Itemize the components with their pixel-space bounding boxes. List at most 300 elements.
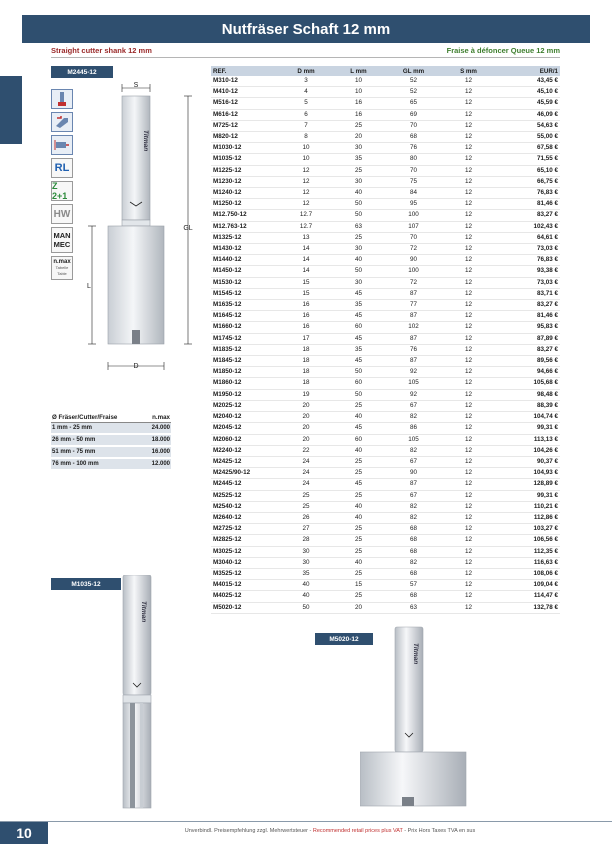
table-row [211,512,560,523]
cell-l: 60 [331,378,386,389]
table-row [211,501,560,512]
cell-l: 35 [331,300,386,311]
cell-l: 20 [331,602,386,613]
table-row [211,154,560,165]
cell-s: 12 [441,568,496,579]
cell-gl: 107 [386,221,441,232]
table-row [211,580,560,591]
cell-d: 17 [281,333,331,344]
cell-gl: 68 [386,132,441,143]
cell-ref: M1450-12 [211,266,281,277]
cell-l: 25 [331,120,386,131]
cell-price: 110,21 € [496,501,560,512]
cell-l: 50 [331,266,386,277]
property-icons [51,89,73,283]
cell-s: 12 [441,132,496,143]
table-row [211,244,560,255]
cell-d: 19 [281,389,331,400]
cell-s: 12 [441,490,496,501]
cell-ref: M2525-12 [211,490,281,501]
cell-l: 25 [331,400,386,411]
cell-price: 116,63 € [496,557,560,568]
cell-s: 12 [441,423,496,434]
cell-gl: 82 [386,412,441,423]
cell-gl: 67 [386,400,441,411]
speed-cell-nmax: 12.000 [143,458,171,470]
cell-l: 45 [331,479,386,490]
header-divider [51,57,560,58]
table-row [211,109,560,120]
table-row [211,423,560,434]
cell-d: 8 [281,132,331,143]
cell-l: 45 [331,288,386,299]
cell-s: 12 [441,367,496,378]
drawing-label: M2445-12 [51,66,113,78]
dim-gl-label: GL [183,225,193,232]
cell-gl: 52 [386,87,441,98]
table-row [211,98,560,109]
cell-price: 83,27 € [496,344,560,355]
cell-gl: 87 [386,479,441,490]
cell-price: 103,27 € [496,524,560,535]
cell-l: 16 [331,98,386,109]
cell-d: 30 [281,546,331,557]
table-row [211,120,560,131]
table-row [211,468,560,479]
cell-ref: M2425/90-12 [211,468,281,479]
table-row [211,490,560,501]
table-row [211,143,560,154]
cell-price: 45,10 € [496,87,560,98]
cell-ref: M1230-12 [211,176,281,187]
cell-price: 132,78 € [496,602,560,613]
table-row [211,400,560,411]
cell-ref: M4025-12 [211,591,281,602]
cell-gl: 76 [386,344,441,355]
cell-gl: 75 [386,176,441,187]
cell-ref: M1250-12 [211,199,281,210]
cell-d: 26 [281,512,331,523]
table-row [211,356,560,367]
cell-price: 71,55 € [496,154,560,165]
cell-ref: M1430-12 [211,244,281,255]
cell-gl: 82 [386,445,441,456]
subtitle-english: Straight cutter shank 12 mm [51,46,152,55]
cell-s: 12 [441,188,496,199]
cell-l: 63 [331,221,386,232]
speed-row [51,423,171,435]
col-price: EUR/1 [496,66,560,76]
footer-divider [0,821,612,822]
cell-l: 60 [331,322,386,333]
cell-d: 14 [281,244,331,255]
cell-price: 65,10 € [496,165,560,176]
cell-gl: 102 [386,322,441,333]
subtitle-french: Fraise à défoncer Queue 12 mm [446,46,560,55]
cell-price: 90,37 € [496,456,560,467]
speed-cell-diameter: 51 mm - 75 mm [51,446,143,458]
table-row [211,232,560,243]
cell-l: 25 [331,591,386,602]
cell-price: 113,13 € [496,434,560,445]
speed-cell-diameter: 26 mm - 50 mm [51,434,143,446]
photo-label-right: M5020-12 [315,633,373,645]
cell-ref: M2060-12 [211,434,281,445]
cell-d: 15 [281,288,331,299]
cell-gl: 92 [386,367,441,378]
cell-l: 45 [331,311,386,322]
cell-d: 25 [281,490,331,501]
cell-gl: 67 [386,456,441,467]
cell-d: 12 [281,176,331,187]
cell-d: 16 [281,300,331,311]
page-title: Nutfräser Schaft 12 mm [221,20,391,38]
cell-price: 95,83 € [496,322,560,333]
cell-gl: 76 [386,143,441,154]
cell-price: 106,56 € [496,535,560,546]
cell-s: 12 [441,501,496,512]
table-row [211,456,560,467]
cell-price: 89,56 € [496,356,560,367]
cell-d: 18 [281,344,331,355]
cell-ref: M12.750-12 [211,210,281,221]
cell-price: 54,63 € [496,120,560,131]
cell-price: 81,46 € [496,311,560,322]
cell-s: 12 [441,479,496,490]
cell-ref: M2445-12 [211,479,281,490]
speed-table [51,413,171,471]
cell-l: 50 [331,367,386,378]
cell-gl: 68 [386,535,441,546]
cell-price: 66,75 € [496,176,560,187]
dim-d-label: D [133,363,139,370]
cell-d: 4 [281,87,331,98]
rotation-icon: RL [51,158,73,178]
cell-s: 12 [441,356,496,367]
cell-ref: M4015-12 [211,580,281,591]
cell-gl: 95 [386,199,441,210]
cell-d: 5 [281,98,331,109]
cell-d: 12 [281,165,331,176]
cell-price: 67,58 € [496,143,560,154]
cell-ref: M3025-12 [211,546,281,557]
table-row [211,602,560,613]
cell-l: 40 [331,557,386,568]
cell-price: 98,48 € [496,389,560,400]
cell-price: 73,03 € [496,277,560,288]
cell-gl: 84 [386,188,441,199]
table-row [211,434,560,445]
cell-ref: M725-12 [211,120,281,131]
title-bar [22,15,590,43]
cell-gl: 100 [386,266,441,277]
table-row [211,311,560,322]
cell-s: 12 [441,266,496,277]
table-row [211,378,560,389]
cell-price: 87,89 € [496,333,560,344]
cell-l: 10 [331,87,386,98]
cell-s: 12 [441,535,496,546]
cell-ref: M1660-12 [211,322,281,333]
footer-text: Unverbindl. Preisempfehlung zzgl. Mehrwertsteuer - Recommended retail prices plus VAT - Prix Hors Taxes TVA en sus [184,828,476,834]
dim-l-label: L [87,283,91,290]
cell-d: 40 [281,580,331,591]
cell-s: 12 [441,557,496,568]
cell-price: 102,43 € [496,221,560,232]
cell-l: 35 [331,154,386,165]
cell-price: 108,06 € [496,568,560,579]
cell-l: 40 [331,512,386,523]
cell-ref: M2540-12 [211,501,281,512]
cell-ref: M1860-12 [211,378,281,389]
table-row [211,333,560,344]
cell-d: 20 [281,423,331,434]
cell-ref: M1240-12 [211,188,281,199]
manual-icon: MAN MEC [51,227,73,253]
cell-ref: M1635-12 [211,300,281,311]
cell-d: 20 [281,412,331,423]
cell-s: 12 [441,434,496,445]
cell-s: 12 [441,255,496,266]
cell-l: 30 [331,244,386,255]
cell-s: 12 [441,445,496,456]
cell-d: 3 [281,76,331,87]
speed-header-row [51,413,171,423]
cell-d: 40 [281,591,331,602]
cell-price: 93,38 € [496,266,560,277]
cell-price: 114,47 € [496,591,560,602]
table-row [211,557,560,568]
table-row [211,210,560,221]
table-row [211,176,560,187]
cell-l: 10 [331,76,386,87]
cell-price: 94,66 € [496,367,560,378]
cell-price: 83,27 € [496,210,560,221]
cell-ref: M1835-12 [211,344,281,355]
product-table [211,66,560,614]
cell-price: 64,61 € [496,232,560,243]
cell-gl: 82 [386,512,441,523]
cell-s: 12 [441,154,496,165]
cell-d: 35 [281,568,331,579]
cell-s: 12 [441,300,496,311]
cell-s: 12 [441,143,496,154]
photo-label-left: M1035-12 [51,578,121,590]
cell-price: 88,39 € [496,400,560,411]
col-l: L mm [331,66,386,76]
cell-gl: 86 [386,423,441,434]
cell-l: 25 [331,490,386,501]
cell-s: 12 [441,288,496,299]
cell-price: 76,83 € [496,188,560,199]
speed-row [51,446,171,458]
table-row [211,165,560,176]
cell-l: 40 [331,445,386,456]
cell-l: 25 [331,232,386,243]
cell-ref: M820-12 [211,132,281,143]
cell-d: 15 [281,277,331,288]
table-row [211,524,560,535]
cell-d: 18 [281,356,331,367]
table-row [211,188,560,199]
cell-l: 20 [331,132,386,143]
cell-d: 30 [281,557,331,568]
cell-s: 12 [441,98,496,109]
cell-l: 40 [331,255,386,266]
cell-gl: 105 [386,434,441,445]
cell-d: 10 [281,154,331,165]
table-row [211,389,560,400]
cell-s: 12 [441,210,496,221]
cell-s: 12 [441,602,496,613]
cell-ref: M1645-12 [211,311,281,322]
cell-l: 25 [331,568,386,579]
cell-price: 99,31 € [496,423,560,434]
cell-d: 16 [281,311,331,322]
cell-l: 45 [331,356,386,367]
cell-price: 128,89 € [496,479,560,490]
cell-d: 28 [281,535,331,546]
cell-s: 12 [441,591,496,602]
cell-price: 104,74 € [496,412,560,423]
cell-s: 12 [441,322,496,333]
speed-row [51,434,171,446]
cell-ref: M2425-12 [211,456,281,467]
table-row [211,546,560,557]
cell-gl: 87 [386,288,441,299]
cell-gl: 72 [386,277,441,288]
cell-d: 20 [281,434,331,445]
cell-gl: 100 [386,210,441,221]
cell-s: 12 [441,277,496,288]
cell-gl: 90 [386,255,441,266]
cell-gl: 70 [386,232,441,243]
cell-s: 12 [441,400,496,411]
cell-l: 50 [331,389,386,400]
cell-price: 81,46 € [496,199,560,210]
speed-cell-diameter: 76 mm - 100 mm [51,458,143,470]
cell-price: 76,83 € [496,255,560,266]
cell-s: 12 [441,311,496,322]
cell-l: 25 [331,456,386,467]
cell-gl: 68 [386,591,441,602]
cutter-body [108,226,164,344]
cell-l: 35 [331,344,386,355]
cell-l: 40 [331,501,386,512]
cell-l: 25 [331,535,386,546]
cell-price: 112,86 € [496,512,560,523]
cell-price: 104,26 € [496,445,560,456]
cell-gl: 87 [386,311,441,322]
table-row [211,277,560,288]
table-header-row [211,66,560,76]
cell-l: 16 [331,109,386,120]
dim-s-label: S [133,82,139,89]
cell-ref: M310-12 [211,76,281,87]
table-row [211,199,560,210]
cell-d: 7 [281,120,331,131]
cell-gl: 82 [386,557,441,568]
cell-d: 24 [281,456,331,467]
cell-gl: 87 [386,333,441,344]
table-row [211,221,560,232]
speed-cell-diameter: 1 mm - 25 mm [51,423,143,435]
cell-s: 12 [441,76,496,87]
cell-price: 105,68 € [496,378,560,389]
cell-l: 45 [331,423,386,434]
cell-gl: 90 [386,468,441,479]
cell-s: 12 [441,199,496,210]
cell-l: 50 [331,199,386,210]
cell-d: 24 [281,479,331,490]
technical-drawing [80,78,200,378]
table-row [211,87,560,98]
col-s: S mm [441,66,496,76]
cell-l: 25 [331,165,386,176]
col-d: D mm [281,66,331,76]
cell-l: 30 [331,143,386,154]
speed-cell-nmax: 16.000 [143,446,171,458]
col-gl: GL mm [386,66,441,76]
cell-price: 112,35 € [496,546,560,557]
cell-d: 13 [281,232,331,243]
cell-ref: M5020-12 [211,602,281,613]
cell-d: 24 [281,468,331,479]
cell-ref: M1545-12 [211,288,281,299]
cell-ref: M1325-12 [211,232,281,243]
cell-s: 12 [441,456,496,467]
cell-gl: 105 [386,378,441,389]
shank-size-icon [51,89,73,109]
cell-d: 16 [281,322,331,333]
cell-s: 12 [441,580,496,591]
section-tab [0,76,22,144]
cell-ref: M2045-12 [211,423,281,434]
table-row [211,255,560,266]
cell-ref: M1530-12 [211,277,281,288]
cell-price: 55,00 € [496,132,560,143]
cell-gl: 69 [386,109,441,120]
cell-ref: M1035-12 [211,154,281,165]
cell-gl: 77 [386,300,441,311]
table-row [211,288,560,299]
cell-gl: 92 [386,389,441,400]
cell-ref: M3040-12 [211,557,281,568]
cell-price: 73,03 € [496,244,560,255]
cell-d: 12.7 [281,210,331,221]
cell-l: 25 [331,468,386,479]
cell-ref: M616-12 [211,109,281,120]
cell-ref: M12.763-12 [211,221,281,232]
cell-d: 27 [281,524,331,535]
table-row [211,132,560,143]
cell-ref: M2825-12 [211,535,281,546]
cell-s: 12 [441,512,496,523]
cell-ref: M2025-12 [211,400,281,411]
table-row [211,367,560,378]
cell-d: 20 [281,400,331,411]
table-row [211,76,560,87]
cell-gl: 82 [386,501,441,512]
cell-gl: 70 [386,165,441,176]
cell-ref: M1950-12 [211,389,281,400]
cell-l: 15 [331,580,386,591]
cutter-photo-right [360,625,470,815]
cell-l: 45 [331,333,386,344]
cell-s: 12 [441,165,496,176]
cell-d: 14 [281,266,331,277]
cell-ref: M1440-12 [211,255,281,266]
